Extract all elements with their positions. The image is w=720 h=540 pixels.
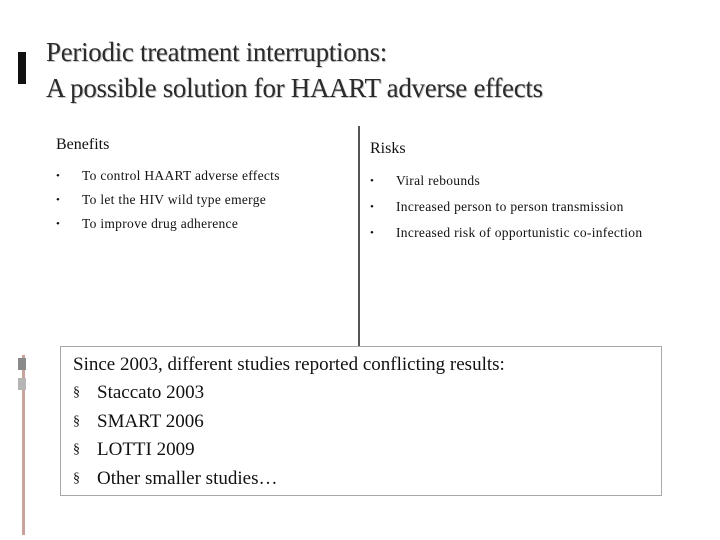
list-item — [73, 408, 649, 437]
risk-text: Viral rebounds — [396, 173, 480, 188]
benefits-heading: Benefits — [56, 136, 110, 153]
accent-square-dark — [18, 358, 26, 370]
bullet-icon: • — [370, 175, 375, 187]
risk-text: Increased person to person transmission — [396, 199, 624, 214]
bullet-icon: • — [370, 227, 375, 239]
section-marker-icon: § — [73, 385, 80, 400]
list-item — [370, 194, 700, 220]
benefit-text: To let the HIV wild type emerge — [82, 192, 267, 207]
bullet-icon: • — [56, 170, 61, 182]
bullet-icon: • — [56, 218, 61, 230]
list-item — [56, 212, 346, 236]
list-item — [56, 164, 346, 188]
section-marker-icon: § — [73, 470, 80, 486]
slide-title — [46, 34, 543, 106]
accent-square-light — [18, 378, 26, 390]
list-item — [56, 188, 346, 212]
benefit-text: To improve drug adherence — [82, 216, 239, 231]
column-divider — [358, 126, 360, 350]
study-text: Other smaller studies… — [97, 467, 278, 489]
risks-heading: Risks — [370, 140, 406, 157]
accent-bar-top — [18, 52, 26, 84]
section-marker-icon: § — [73, 413, 80, 429]
risks-list — [370, 168, 700, 246]
list-item — [73, 465, 649, 494]
list-item — [73, 379, 649, 408]
bullet-icon: • — [370, 201, 375, 213]
list-item — [370, 168, 700, 194]
bullet-icon: • — [56, 194, 61, 206]
list-item — [370, 220, 700, 246]
study-text: Staccato 2003 — [97, 382, 205, 403]
section-marker-icon: § — [73, 442, 80, 457]
benefits-column — [56, 136, 346, 236]
benefit-text: To control HAART adverse effects — [82, 168, 280, 183]
study-text: SMART 2006 — [97, 410, 204, 432]
studies-box — [60, 346, 662, 496]
studies-heading: Since 2003, different studies reported conflicting results: — [73, 354, 505, 375]
list-item — [73, 436, 649, 465]
studies-list — [73, 379, 649, 493]
benefits-list — [56, 164, 346, 236]
study-text: LOTTI 2009 — [97, 439, 195, 460]
risk-text: Increased risk of opportunistic co-infection — [396, 225, 643, 240]
risks-column — [370, 136, 700, 246]
slide-title-line-2: A possible solution for HAART adverse effects — [46, 73, 543, 103]
slide-title-line-1: Periodic treatment interruptions: — [46, 37, 388, 67]
